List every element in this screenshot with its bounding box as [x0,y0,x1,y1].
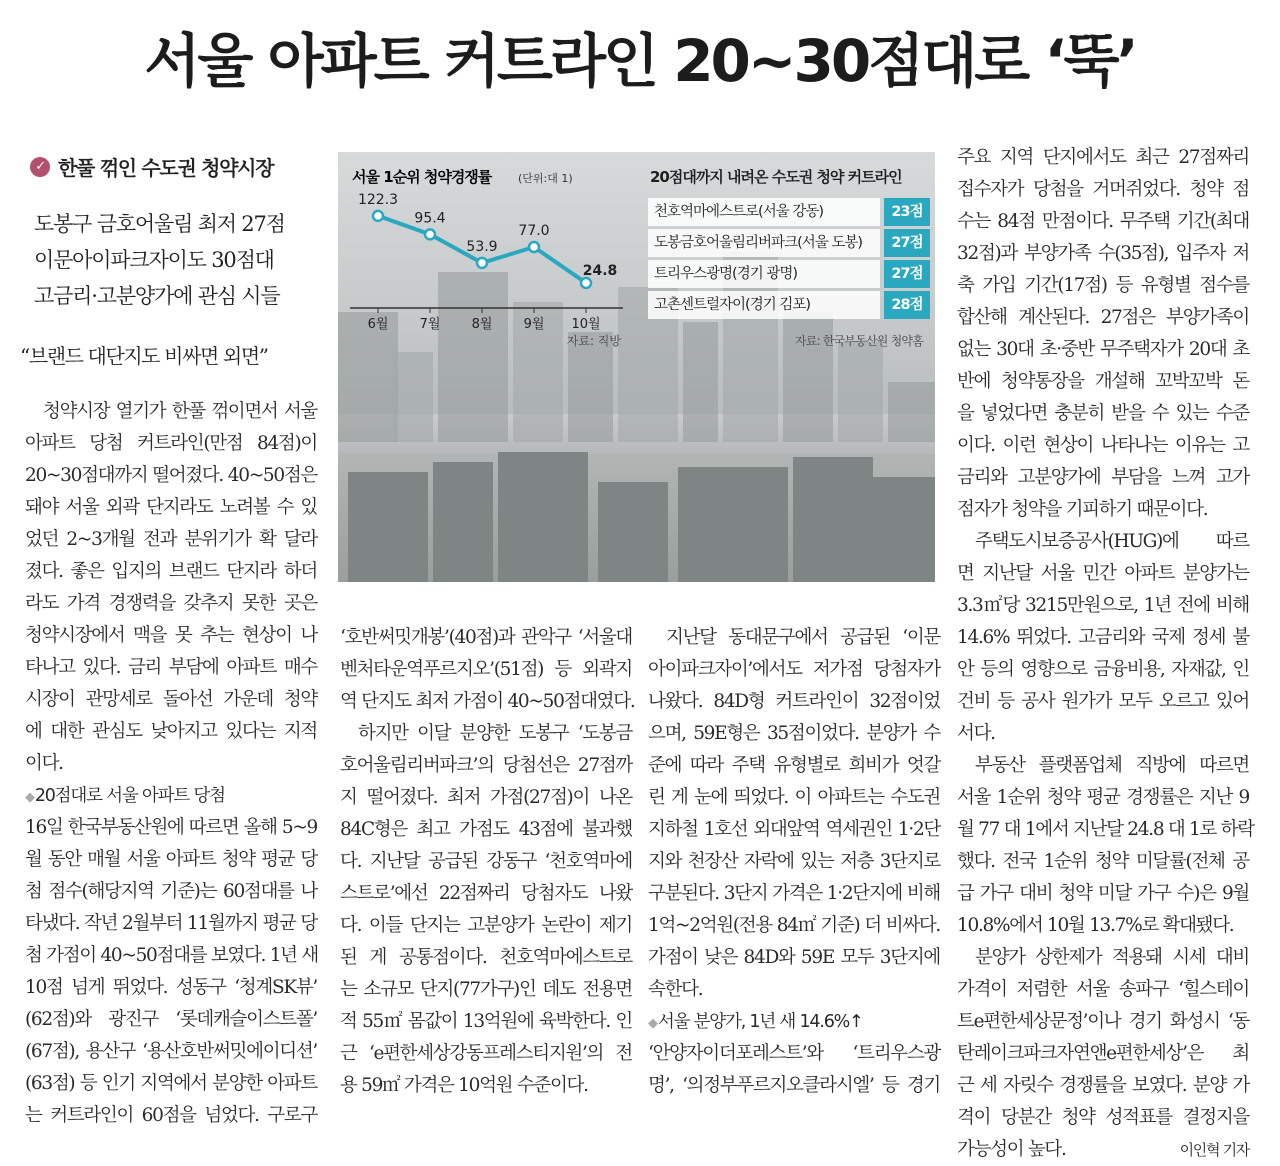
text-line: 14.6% 뛰었다. 고금리와 국제 정세 불 [957,627,1249,648]
building [348,472,428,582]
text-line: 84C형은 최고 가점도 43점에 불과했 [340,819,632,840]
kicker [30,152,273,181]
text-line: 격이 당분간 청약 성적표를 결정지을 [957,1107,1249,1128]
text-line-content: 가능성이 높다. [957,1139,1066,1160]
cutline-score: 27점 [884,260,930,288]
article-column-3 [648,622,940,1102]
text-line: 월 동안 매월 서울 아파트 청약 평균 당 [25,849,317,870]
text-line: 졌다. 좋은 입지의 브랜드 단지라 하더 [25,561,317,582]
text-line: 역 단지도 최저 가점이 40~50점대였다. [340,691,635,712]
data-point [425,229,435,239]
text-line: 돼야 서울 외곽 단지라도 노려볼 수 있 [25,497,317,518]
text-line: 주택도시보증공사(HUG)에 따르 [975,531,1249,552]
text-line: 속한다. [648,979,703,1000]
text-line: 이다. [25,753,63,774]
chart-title: 서울 1순위 청약경쟁률 [352,168,492,186]
check-circle-icon: ✓ [30,157,50,177]
table-row [648,198,930,226]
text-line: 서다. [957,723,995,744]
x-tick-label: 7월 [419,317,441,332]
text-line: 적 55㎡ 몸값이 13억원에 육박한다. 인 [340,1011,632,1032]
text-line: 으며, 59E형은 35점이었다. 분양가 수 [648,723,940,744]
text-line: 첨 가점이 40~50점대를 보였다. 1년 새 [25,945,318,966]
text-line: 준에 따라 주택 유형별로 희비가 엇갈 [648,755,940,776]
kicker-text: 한풀 꺾인 수도권 청약시장 [58,156,274,180]
text-line: 벤처타운역푸르지오’(51점) 등 외곽지 [340,659,632,680]
text-line: 었던 2~3개월 전과 분위기가 확 달라 [25,529,317,550]
text-line: 시장이 관망세로 돌아선 가운데 청약 [25,689,317,710]
text-line: 금리와 고분양가에 부담을 느껴 고가 [957,467,1249,488]
complex-name: 트리우스광명(경기 광명) [648,260,880,288]
text-line: 아이파크자이’에서도 저가점 당첨자가 [648,659,940,680]
data-point [373,211,383,221]
pull-quote: “브랜드 대단지도 비싸면 외면” [20,344,268,368]
text-line: 없는 30대 초·중반 무주택자가 20대 초 [957,339,1249,360]
cutline-table [640,152,935,352]
text-line: 호어울림리버파크’의 당첨선은 27점까 [340,755,632,776]
chart-source: 자료: 직방 [566,334,621,348]
text-line: 에 대한 관심도 낮아지고 있다는 지적 [25,721,317,742]
cutline-score: 23점 [884,198,930,226]
complex-name: 고촌센트럴자이(경기 김포) [648,291,880,319]
text-line: 청약시장에서 맥을 못 추는 현상이 나 [25,625,317,646]
text-line: 린 게 눈에 띄었다. 이 아파트는 수도권 [648,787,940,808]
text-line: (62점)와 광진구 ‘롯데캐슬이스트폴’ [25,1009,317,1030]
article-column-2 [340,622,635,1102]
x-tick-label: 9월 [523,317,545,332]
data-point [477,258,487,268]
building [793,457,873,582]
text-line: 가점이 낮은 84D와 59E 모두 3단지에 [648,947,940,968]
text-line: 반에 청약통장을 개설해 꼬박꼬박 돈 [957,371,1249,392]
text-line: 근 세 자릿수 경쟁률을 보였다. 분양 가 [957,1075,1249,1096]
text-line: 청약시장 열기가 한풀 꺾이면서 서울 [43,401,317,422]
x-tick-label: 8월 [471,317,493,332]
text-line: 명’, ‘의정부푸르지오클라시엘’ 등 경기 [648,1075,940,1096]
text-line: 다. 지난달 공급된 강동구 ‘천호역마에 [340,851,632,872]
text-line: 축 가입 기간(17점) 등 유형별 점수를 [957,275,1249,296]
text-line: 용 59㎡ 가격은 10억원 수준이다. [340,1075,588,1096]
deck-line: 도봉구 금호어울림 최저 27점 [34,212,285,236]
deck-line: 고금리·고분양가에 관심 시들 [34,284,280,308]
subhead-text: 서울 분양가, 1년 새 14.6%↑ [657,1012,863,1032]
text-line: 하지만 이달 분양한 도봉구 ‘도봉금 [358,723,632,744]
text-line: 는 커트라인이 60점을 넘었다. 구로구 [25,1105,317,1126]
building [498,452,588,582]
text-line: 아파트 당첨 커트라인(만점 84점)이 [25,433,317,454]
text-line: 는 소규모 단지(77가구)인 데도 전용면 [340,979,632,1000]
data-label: 122.3 [357,191,399,208]
text-line: 건비 등 공사 원가가 모두 오르고 있어 [957,691,1249,712]
text-line: 구분된다. 3단지 가격은 1·2단지에 비해 [648,883,940,904]
text-line [957,1134,1249,1166]
text-line: 안 등의 영향으로 금융비용, 자재값, 인 [957,659,1249,680]
chart-unit: (단위:대 1) [518,172,573,185]
text-line: 라도 가격 경쟁력을 갖추지 못한 곳은 [25,593,317,614]
table-source: 자료: 한국부동산원 청약홈 [795,334,923,348]
text-line: 급 가구 대비 청약 미달 가구 수)은 9월 [957,883,1249,904]
text-line: 합산해 계산된다. 27점은 부양가족이 [957,307,1249,328]
data-point [529,242,539,252]
text-line: 을 넣었다면 충분히 받을 수 있는 수준 [957,403,1249,424]
text-line: 했다. 전국 1순위 청약 미달률(전체 공 [957,851,1249,872]
building [838,342,883,442]
cutline-score: 28점 [884,291,930,319]
chart-svg [338,152,638,352]
text-line: 지난달 동대문구에서 공급된 ‘이문 [666,627,940,648]
byline: 이인혁 기자 [1179,1141,1249,1159]
data-label: 24.8 [582,262,618,279]
text-line: 20~30점대까지 떨어졌다. 40~50점은 [25,465,317,486]
text-line: 근 ‘e편한세상강동프레스티지원’의 전 [340,1043,632,1064]
text-line: 부동산 플랫폼업체 직방에 따르면 [975,755,1249,776]
text-line: 트e편한세상문정’이나 경기 화성시 ‘동 [957,1011,1249,1032]
text-line: 10.8%에서 10월 13.7%로 확대됐다. [957,915,1234,936]
text-line: 서울 1순위 청약 평균 경쟁률은 지난 9 [957,787,1249,808]
text-line: 주요 지역 단지에서도 최근 27점짜리 [957,147,1249,168]
text-line: 가격이 저렴한 서울 송파구 ‘힐스테이 [957,979,1249,1000]
text-line: 1억~2억원(전용 84㎡ 기준) 더 비싸다. [648,915,940,936]
text-line: ‘안양자이더포레스트’와 ‘트리우스광 [648,1043,940,1064]
x-tick-label: 10월 [571,317,601,332]
text-line: 타냈다. 작년 2월부터 11월까지 평균 당 [25,913,317,934]
subhead-text: 20점대로 서울 아파트 당첨 [34,786,225,806]
text-line: 점자가 청약을 기피하기 때문이다. [957,499,1208,520]
building [868,477,935,582]
text-line: 지와 천장산 자락에 있는 저층 3단지로 [648,851,940,872]
text-line: 수는 84점 만점이다. 무주택 기간(최대 [957,211,1249,232]
cutline-score: 27점 [884,229,930,257]
cityscape-photo [338,152,935,582]
text-line: 스트로’에선 22점짜리 당첨자도 나왔 [340,883,632,904]
text-line: 면 지난달 서울 민간 아파트 분양가는 [957,563,1249,584]
table-row [648,229,930,257]
building [888,382,935,442]
text-line: (67점), 용산구 ‘용산호반써밋에이디션’ [25,1041,317,1062]
text-line: 월 77 대 1에서 지난달 24.8 대 1로 하락 [957,819,1254,840]
text-line: 접수자가 당첨을 거머쥐었다. 청약 점 [957,179,1249,200]
table-row [648,291,930,319]
text-line: 첨 점수(해당지역 기준)는 60점대를 나 [25,881,317,902]
text-line: 나왔다. 84D형 커트라인이 32점이었 [648,691,940,712]
text-line: 지 떨어졌다. 최저 가점(27점)이 나온 [340,787,632,808]
line-chart [338,152,638,352]
article-column-1 [25,396,317,1132]
headline: 서울 아파트 커트라인 20~30점대로 ‘뚝’ [144,27,1136,95]
building [598,482,668,582]
text-line: (63점) 등 인기 지역에서 분양한 아파트 [25,1073,317,1094]
complex-name: 도봉금호어울림리버파크(서울 도봉) [648,229,880,257]
text-line: 탄레이크파크자연앤e편한세상’은 최 [957,1043,1249,1064]
subheadline-deck [34,206,285,314]
text-line: 16일 한국부동산원에 따르면 올해 5~9 [25,817,317,838]
text-line: ‘호반써밋개봉’(40점)과 관악구 ‘서울대 [340,627,632,648]
diamond-icon: ◆ [25,790,34,805]
x-tick-label: 6월 [367,317,389,332]
text-line: 10점 넘게 뛰었다. 성동구 ‘청계SK뷰’ [25,977,317,998]
section-subhead [25,780,317,812]
data-label: 53.9 [466,238,498,255]
building [433,462,493,582]
section-subhead [648,1006,940,1038]
text-line: 된 게 공통점이다. 천호역마에스트로 [340,947,632,968]
building [678,467,788,582]
data-label: 77.0 [518,223,550,240]
data-point [581,278,591,288]
text-line: 32점)과 부양가족 수(35점), 입주자 저 [957,243,1249,264]
building [393,352,433,442]
text-line: 다. 이들 단지는 고분양가 논란이 제기 [340,915,632,936]
text-line: 3.3㎡당 3215만원으로, 1년 전에 비해 [957,595,1249,616]
article-column-4 [957,142,1254,1166]
data-label: 95.4 [414,210,446,227]
table-row [648,260,930,288]
text-line: 분양가 상한제가 적용돼 시세 대비 [975,947,1249,968]
diamond-icon: ◆ [648,1016,657,1031]
text-line: 지하철 1호선 외대앞역 역세권인 1·2단 [648,819,940,840]
complex-name: 천호역마에스트로(서울 강동) [648,198,880,226]
text-line: 이다. 이런 현상이 나타나는 이유는 고 [957,435,1249,456]
text-line: 타나고 있다. 금리 부담에 아파트 매수 [25,657,317,678]
deck-line: 이문아이파크자이도 30점대 [34,248,274,272]
table-title: 20점대까지 내려온 수도권 청약 커트라인 [650,168,902,186]
